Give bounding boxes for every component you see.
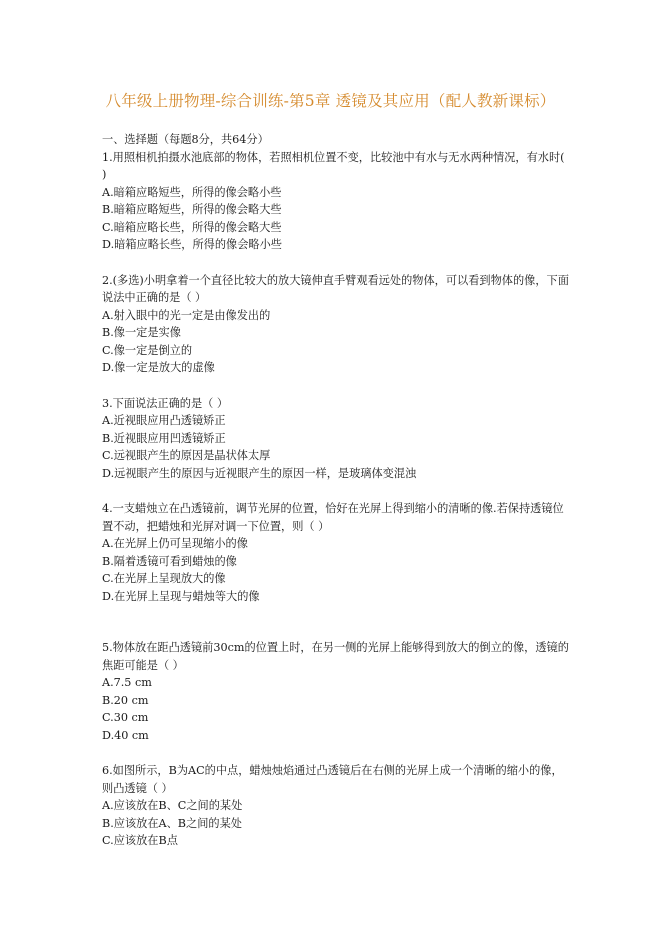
section-header: 一、选择题（每题8分，共64分） <box>102 133 269 146</box>
document-title: 八年级上册物理-综合训练-第5章 透镜及其应用（配人教新课标） <box>105 92 556 110</box>
question-stem: 1.用照相机拍摄水池底部的物体，若照相机位置不变，比较池中有水与无水两种情况，有水时( ) <box>102 150 565 181</box>
option-b: B.像一定是实像 <box>102 326 181 339</box>
question-stem: 4.一支蜡烛立在凸透镜前，调节光屏的位置，恰好在光屏上得到缩小的清晰的像.若保持透镜位置不动，把蜡烛和光屏对调一下位置，则（ ） <box>102 502 564 533</box>
option-a: A.7.5 cm <box>102 676 152 689</box>
question-stem: 6.如图所示，B为AC的中点，蜡烛烛焰通过凸透镜后在右侧的光屏上成一个清晰的缩小的像，则凸透镜（ ） <box>102 764 563 795</box>
option-a: A.应该放在B、C之间的某处 <box>102 799 243 812</box>
question-4 <box>102 500 572 605</box>
option-b: B.暗箱应略短些，所得的像会略大些 <box>102 203 282 216</box>
option-d: D.像一定是放大的虚像 <box>102 361 215 374</box>
option-c: C.在光屏上呈现放大的像 <box>102 572 226 585</box>
option-b: B.隔着透镜可看到蜡烛的像 <box>102 554 237 568</box>
exercise-body <box>102 131 572 850</box>
option-a: A.近视眼应用凸透镜矫正 <box>102 414 226 427</box>
question-3 <box>102 395 572 483</box>
question-6 <box>102 762 572 850</box>
option-b: B.应该放在A、B之间的某处 <box>102 816 242 830</box>
question-2 <box>102 272 572 377</box>
option-b: B.20 cm <box>102 693 149 707</box>
option-a: A.在光屏上仍可呈现缩小的像 <box>102 537 248 550</box>
option-d: D.暗箱应略长些，所得的像会略小些 <box>102 238 282 251</box>
question-stem: 5.物体放在距凸透镜前30cm的位置上时，在另一侧的光屏上能够得到放大的倒立的像，透镜的焦距可能是（ ） <box>102 641 569 672</box>
option-c: C.像一定是倒立的 <box>102 343 193 357</box>
option-a: A.射入眼中的光一定是由像发出的 <box>102 308 271 322</box>
option-b: B.近视眼应用凹透镜矫正 <box>102 431 226 445</box>
question-5 <box>102 639 572 744</box>
option-a: A.暗箱应略短些，所得的像会略小些 <box>102 185 282 199</box>
option-c: C.应该放在B点 <box>102 834 178 847</box>
option-d: D.远视眼产生的原因与近视眼产生的原因一样，是玻璃体变混浊 <box>102 466 417 480</box>
option-c: C.暗箱应略长些，所得的像会略大些 <box>102 220 282 234</box>
option-d: D.在光屏上呈现与蜡烛等大的像 <box>102 589 260 603</box>
question-stem: 3.下面说法正确的是（ ） <box>102 396 229 410</box>
option-d: D.40 cm <box>102 728 149 742</box>
option-c: C.远视眼产生的原因是晶状体太厚 <box>102 449 271 462</box>
option-c: C.30 cm <box>102 711 149 724</box>
question-1 <box>102 149 572 254</box>
question-stem: 2.(多选)小明拿着一个直径比较大的放大镜伸直手臂观看远处的物体，可以看到物体的像，下面说法中正确的是（ ） <box>102 273 569 304</box>
